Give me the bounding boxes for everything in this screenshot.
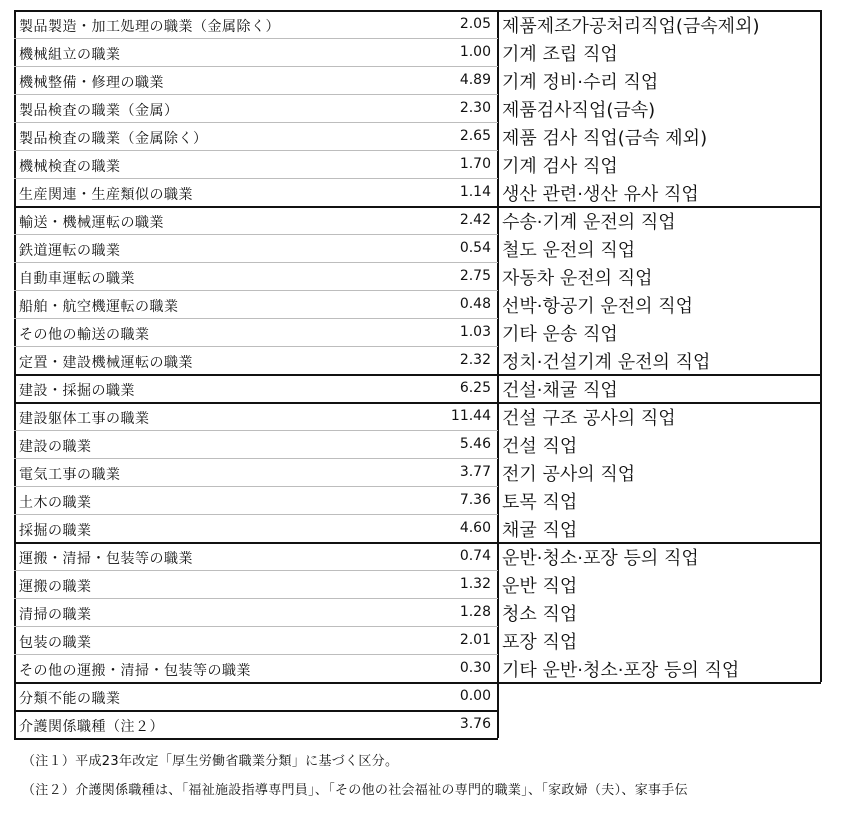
occupation-name-ko: 운반·청소·포장 등의 직업	[502, 548, 699, 569]
ko-cell	[502, 38, 822, 66]
ko-cell	[502, 486, 822, 514]
ko-cell	[502, 318, 822, 346]
jp-cell	[14, 682, 498, 710]
ko-cell	[502, 10, 822, 38]
occupation-name-jp: 船舶・航空機運転の職業	[19, 299, 179, 315]
ratio-value: 4.60	[459, 520, 491, 536]
ratio-value: 6.25	[459, 380, 491, 396]
ko-cell	[502, 598, 822, 626]
jp-cell	[14, 290, 498, 319]
table-row	[14, 570, 821, 598]
jp-cell	[14, 710, 498, 738]
ko-cell	[502, 514, 822, 542]
jp-cell	[14, 430, 498, 459]
jp-cell	[14, 94, 498, 123]
ko-cell	[502, 430, 822, 458]
ko-cell	[502, 346, 822, 374]
ratio-value: 5.46	[459, 436, 491, 452]
occupation-name-jp: 製品製造・加工処理の職業（金属除く）	[19, 19, 280, 35]
table-row	[14, 374, 821, 402]
occupation-name-jp: 鉄道運転の職業	[19, 243, 121, 259]
occupation-name-jp: 機械検査の職業	[19, 159, 121, 175]
occupation-name-ko: 건설 구조 공사의 직업	[502, 408, 676, 429]
table-row	[14, 626, 821, 654]
occupation-name-jp: 輸送・機械運転の職業	[19, 215, 164, 231]
table-row	[14, 150, 821, 178]
occupation-name-jp: 運搬・清掃・包装等の職業	[19, 551, 193, 567]
ratio-value: 2.75	[459, 268, 491, 284]
occupation-name-jp: 分類不能の職業	[19, 691, 121, 707]
occupation-name-jp: 製品検査の職業（金属）	[19, 103, 179, 119]
jp-cell	[14, 318, 498, 347]
occupation-name-jp: 機械組立の職業	[19, 47, 121, 63]
occupation-name-ko: 생산 관련·생산 유사 직업	[502, 184, 699, 205]
occupation-name-jp: 製品検査の職業（金属除く）	[19, 131, 208, 147]
group-bottom-border	[14, 738, 498, 740]
ratio-value: 3.76	[459, 716, 491, 732]
occupation-name-ko: 기계 검사 직업	[502, 156, 618, 177]
ko-cell	[502, 626, 822, 654]
table-row	[14, 122, 821, 150]
jp-cell	[14, 626, 498, 655]
footnote-1: （注１）平成23年改定「厚生労働省職業分類」に基づく区分。	[22, 754, 399, 769]
occupation-name-ko: 자동차 운전의 직업	[502, 268, 653, 289]
ratio-value: 2.05	[459, 16, 491, 32]
ko-cell	[502, 178, 822, 206]
jp-cell	[14, 346, 498, 374]
ratio-value: 1.70	[459, 156, 491, 172]
occupation-table	[14, 10, 821, 744]
occupation-name-jp: 清掃の職業	[19, 607, 92, 623]
jp-cell	[14, 150, 498, 179]
jp-cell	[14, 122, 498, 151]
ratio-value: 0.48	[459, 296, 491, 312]
table-row	[14, 346, 821, 374]
occupation-name-ko: 정치·건설기계 운전의 직업	[502, 352, 711, 373]
occupation-name-jp: 建設の職業	[19, 439, 92, 455]
occupation-name-ko: 포장 직업	[502, 632, 578, 653]
occupation-name-ko: 토목 직업	[502, 492, 578, 513]
occupation-name-jp: 採掘の職業	[19, 523, 92, 539]
table-row	[14, 66, 821, 94]
ratio-value: 1.14	[459, 184, 491, 200]
occupation-name-ko: 청소 직업	[502, 604, 578, 625]
ko-cell	[502, 206, 822, 234]
ratio-value: 0.54	[459, 240, 491, 256]
occupation-name-jp: その他の輸送の職業	[19, 327, 150, 343]
jp-cell	[14, 206, 498, 235]
occupation-name-ko: 전기 공사의 직업	[502, 464, 636, 485]
ratio-value: 2.42	[459, 212, 491, 228]
ko-cell	[502, 542, 822, 570]
occupation-name-jp: 生産関連・生産類似の職業	[19, 187, 193, 203]
jp-cell	[14, 514, 498, 542]
occupation-name-ko: 철도 운전의 직업	[502, 240, 636, 261]
ratio-value: 2.01	[459, 632, 491, 648]
jp-cell	[14, 402, 498, 431]
ratio-value: 0.00	[459, 688, 491, 704]
table-row	[14, 514, 821, 542]
table-row	[14, 290, 821, 318]
occupation-name-jp: 定置・建設機械運転の職業	[19, 355, 193, 371]
table-row	[14, 598, 821, 626]
ratio-value: 2.65	[459, 128, 491, 144]
ko-cell	[502, 234, 822, 262]
occupation-name-jp: 機械整備・修理の職業	[19, 75, 164, 91]
table-row	[14, 206, 821, 234]
ratio-value: 11.44	[450, 408, 491, 424]
ratio-value: 2.30	[459, 100, 491, 116]
ratio-value: 2.32	[459, 352, 491, 368]
occupation-name-ko: 기타 운송 직업	[502, 324, 618, 345]
occupation-name-jp: 包装の職業	[19, 635, 92, 651]
occupation-name-ko: 기타 운반·청소·포장 등의 직업	[502, 660, 740, 681]
ko-cell	[502, 262, 822, 290]
occupation-name-ko: 건설 직업	[502, 436, 578, 457]
occupation-name-ko: 건설·채굴 직업	[502, 380, 618, 401]
table-row	[14, 458, 821, 486]
occupation-name-jp: 自動車運転の職業	[19, 271, 135, 287]
occupation-name-jp: 介護関係職種（注２）	[19, 719, 164, 735]
jp-cell	[14, 234, 498, 263]
occupation-name-ko: 채굴 직업	[502, 520, 578, 541]
jp-cell	[14, 10, 498, 39]
occupation-name-ko: 제품제조가공처리직업(금속제외)	[502, 16, 760, 37]
table-row	[14, 710, 498, 738]
jp-cell	[14, 262, 498, 291]
occupation-name-ko: 기계 조립 직업	[502, 44, 618, 65]
ko-cell	[502, 66, 822, 94]
ko-cell	[502, 94, 822, 122]
jp-cell	[14, 178, 498, 206]
table-row	[14, 178, 821, 206]
ratio-value: 7.36	[459, 492, 491, 508]
jp-cell	[14, 570, 498, 599]
table-row	[14, 234, 821, 262]
table-row	[14, 94, 821, 122]
ratio-value: 0.30	[459, 660, 491, 676]
occupation-name-ko: 수송·기계 운전의 직업	[502, 212, 676, 233]
occupation-name-jp: 建設・採掘の職業	[19, 383, 135, 399]
table-row	[14, 542, 821, 570]
ko-cell	[502, 402, 822, 430]
ko-cell	[502, 290, 822, 318]
table-row	[14, 38, 821, 66]
ratio-value: 0.74	[459, 548, 491, 564]
footnote-2: （注２）介護関係職種は、「福祉施設指導専門員」、「その他の社会福祉の専門的職業」、「家政婦（夫）、家事手伝	[22, 783, 688, 798]
ko-cell	[502, 122, 822, 150]
occupation-name-ko: 기계 정비·수리 직업	[502, 72, 659, 93]
jp-cell	[14, 38, 498, 67]
table-row	[14, 318, 821, 346]
ratio-value: 3.77	[459, 464, 491, 480]
occupation-name-jp: 土木の職業	[19, 495, 92, 511]
ratio-value: 1.28	[459, 604, 491, 620]
occupation-name-jp: その他の運搬・清掃・包装等の職業	[19, 663, 251, 679]
occupation-name-ko: 제품 검사 직업(금속 제외)	[502, 128, 708, 149]
jp-cell	[14, 542, 498, 571]
ko-cell	[502, 570, 822, 598]
ratio-value: 1.03	[459, 324, 491, 340]
occupation-name-jp: 運搬の職業	[19, 579, 92, 595]
table-row	[14, 486, 821, 514]
ko-cell	[502, 374, 822, 402]
ratio-value: 4.89	[459, 72, 491, 88]
ratio-value: 1.00	[459, 44, 491, 60]
ko-cell	[502, 150, 822, 178]
table-row	[14, 654, 821, 682]
jp-cell	[14, 486, 498, 515]
table-row	[14, 682, 498, 710]
table-row	[14, 10, 821, 38]
occupation-name-jp: 電気工事の職業	[19, 467, 121, 483]
occupation-name-ko: 운반 직업	[502, 576, 578, 597]
ratio-value: 1.32	[459, 576, 491, 592]
jp-cell	[14, 66, 498, 95]
occupation-name-ko: 제품검사직업(금속)	[502, 100, 656, 121]
table-row	[14, 402, 821, 430]
jp-cell	[14, 654, 498, 682]
ko-cell	[502, 458, 822, 486]
jp-cell	[14, 458, 498, 487]
occupation-name-jp: 建設躯体工事の職業	[19, 411, 150, 427]
occupation-name-ko: 선박·항공기 운전의 직업	[502, 296, 694, 317]
jp-cell	[14, 374, 498, 402]
jp-cell	[14, 598, 498, 627]
table-row	[14, 430, 821, 458]
table-row	[14, 262, 821, 290]
ko-cell	[502, 654, 822, 682]
